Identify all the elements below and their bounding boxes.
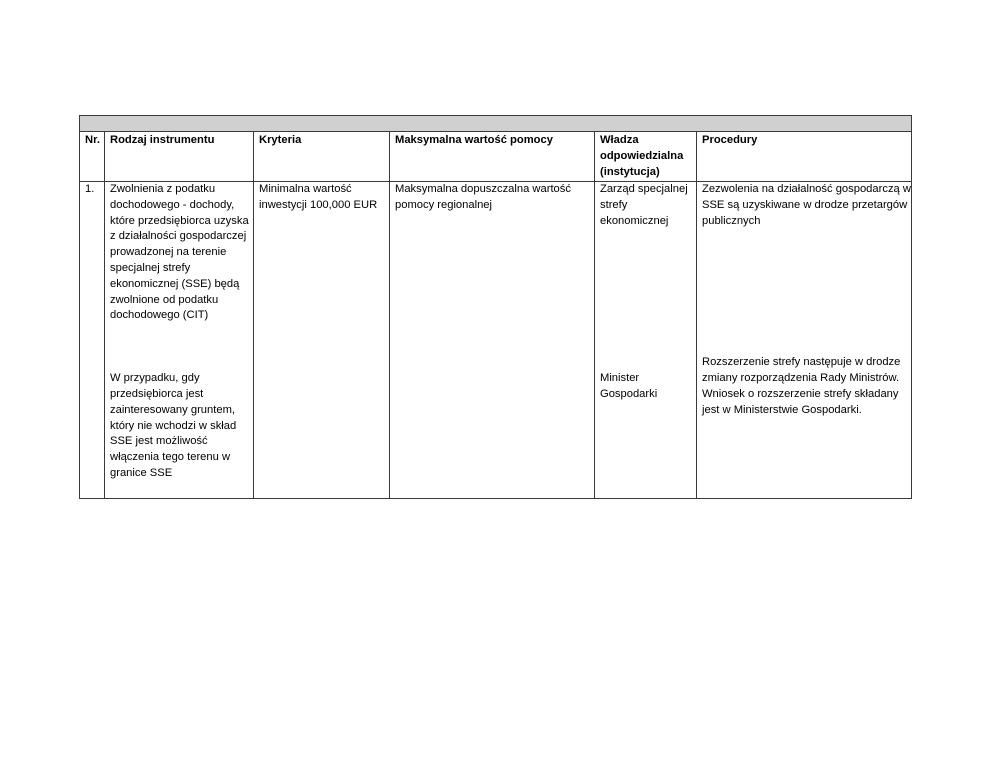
header-authority: Władza odpowiedzialna (instytucja)	[595, 132, 697, 182]
kryteria-text: Minimalna wartość inwestycji 100,000 EUR	[259, 183, 378, 211]
cell-max-value	[390, 182, 595, 499]
authority-main-text: Zarząd specjalnej strefy ekonomicznej	[600, 183, 688, 227]
header-kryteria: Kryteria	[254, 132, 390, 182]
cell-kryteria	[254, 182, 390, 499]
procedures-main-text: Zezwolenia na działalność gospodarczą w SSE są uzyskiwane w drodze przetargów publicznych	[702, 183, 911, 227]
table-row	[80, 182, 912, 499]
cell-nr: 1.	[80, 182, 105, 499]
cell-instrument	[105, 182, 254, 499]
authority-extra-text: Minister Gospodarki	[600, 372, 658, 401]
cell-authority	[595, 182, 697, 499]
procedures-extra-text: Rozszerzenie strefy następuje w drodze zmiany rozporządzenia Rady Ministrów. Wniosek o rozszerzenie strefy składany jest w Ministerstwie Gospodarki.	[702, 356, 901, 416]
header-nr: Nr.	[80, 132, 105, 182]
instruments-table	[79, 115, 912, 499]
instrument-extra-text: W przypadku, gdy przedsiębiorca jest zainteresowany gruntem, który nie wchodzi w skład SSE jest możliwość włączenia tego terenu w granice SSE	[110, 372, 237, 479]
header-instrument: Rodzaj instrumentu	[105, 132, 254, 182]
instrument-main-text: Zwolnienia z podatku dochodowego - dochody, które przedsiębiorca uzyska z działalności gospodarczej prowadzonej na terenie specjalnej strefy ekonomicznej (SSE) będą zwolnione od podatku dochodowego (CIT)	[110, 183, 249, 322]
header-procedures: Procedury	[697, 132, 912, 182]
table-banner-row	[80, 116, 912, 132]
header-max-value: Maksymalna wartość pomocy	[390, 132, 595, 182]
table-header-row	[80, 132, 912, 182]
table-banner	[80, 116, 912, 132]
max-value-text: Maksymalna dopuszczalna wartość pomocy regionalnej	[395, 183, 571, 211]
cell-procedures	[697, 182, 912, 499]
